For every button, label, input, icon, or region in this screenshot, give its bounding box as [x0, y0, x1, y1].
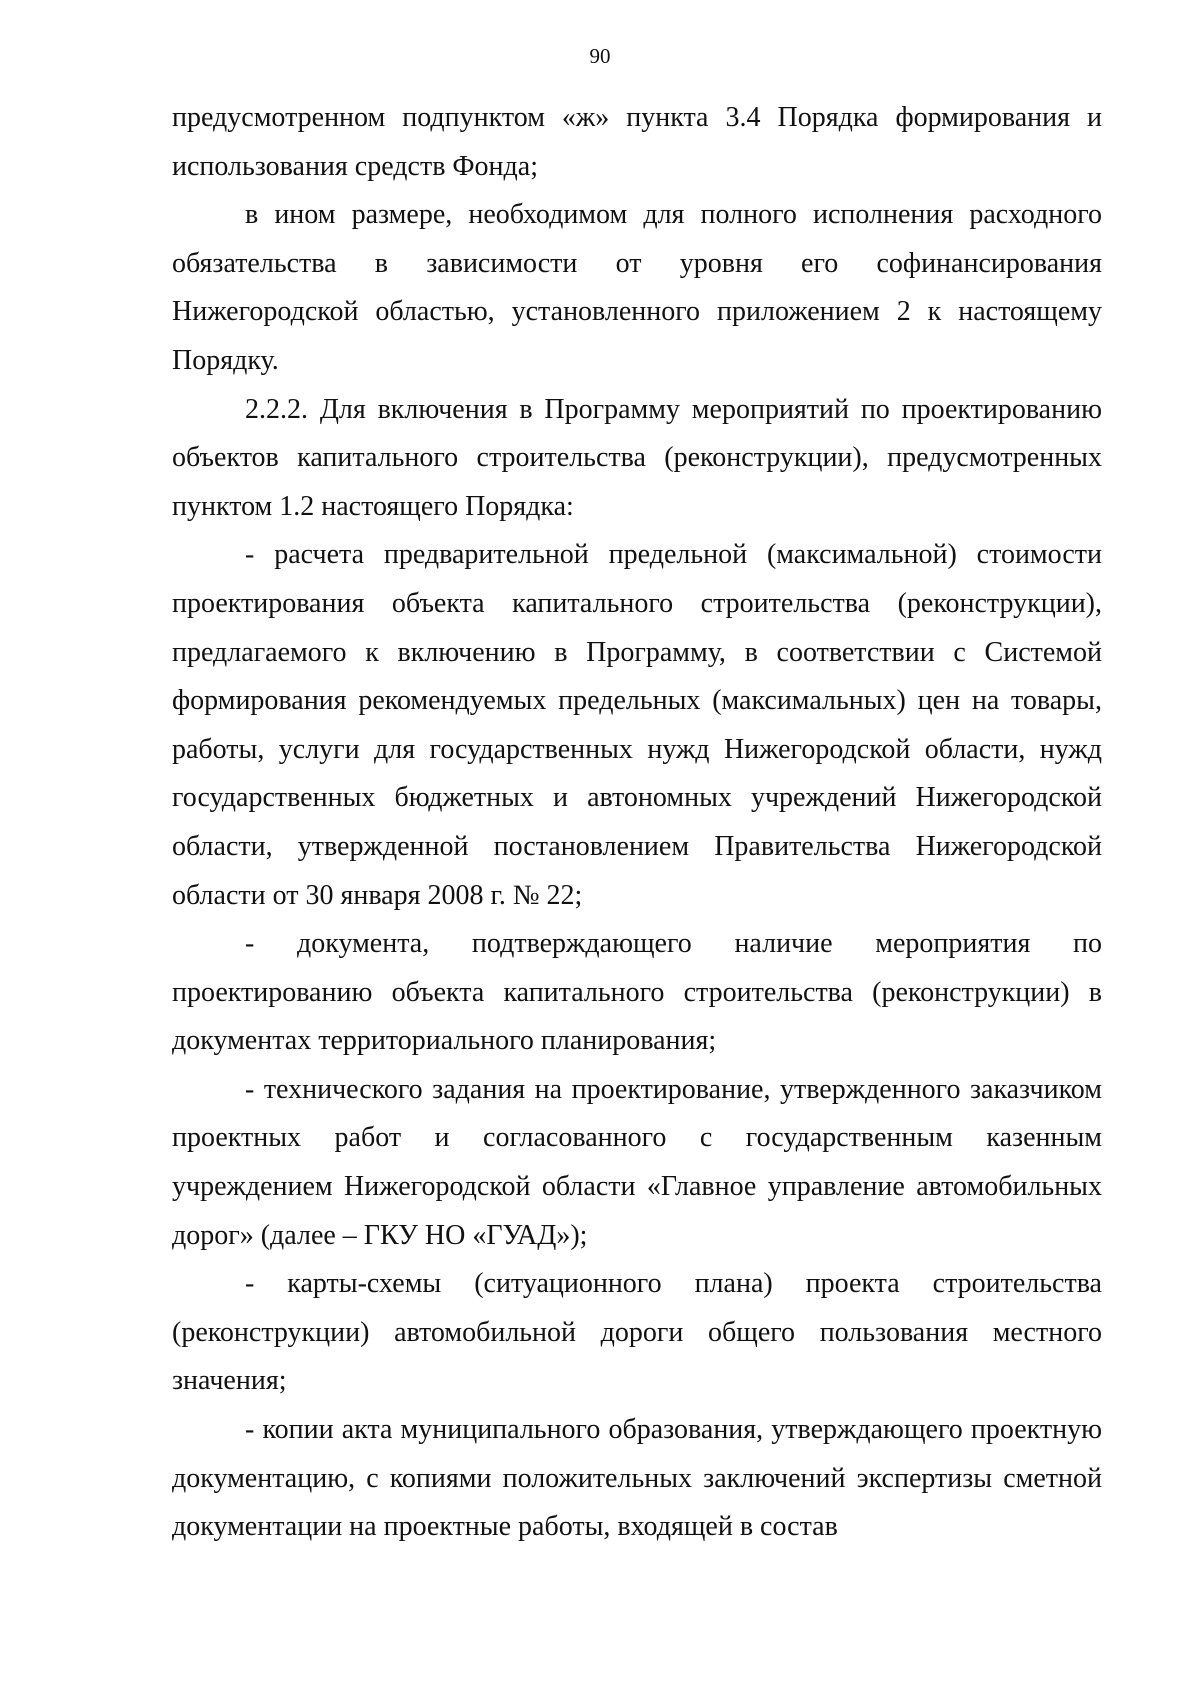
list-item-planning-document: - документа, подтверждающего наличие мероприятия по проектированию объекта капитального строительства (реконструкции) в документах территориального планирования; [172, 928, 1102, 1057]
list-item-site-plan: - карты-схемы (ситуационного плана) проекта строительства (реконструкции) автомобильной дороги общего пользования местного значения; [172, 1268, 1102, 1397]
paragraph-other-amount: в ином размере, необходимом для полного исполнения расходного обязательства в зависимости от уровня его софинансирования Нижегородской областью, установленного приложением 2 к настоящему Порядку. [172, 199, 1102, 376]
paragraph-section-2-2-2: 2.2.2. Для включения в Программу мероприятий по проектированию объектов капитального строительства (реконструкции), предусмотренных пунктом 1.2 настоящего Порядка: [172, 393, 1102, 522]
list-item-cost-calculation: - расчета предварительной предельной (максимальной) стоимости проектирования объекта капитального строительства (реконструкции), предлагаемого к включению в Программу, в соответствии с Системой формирования рекомендуемых предельных (максимальных) цен на товары, работы, услуги для государственных нужд Нижегородской области, нужд государственных бюджетных и автономных учреждений Нижегородской области, утвержденной постановлением Правительства Нижегородской области от 30 января 2008 г. № 22; [172, 539, 1102, 911]
document-body [172, 94, 1102, 1552]
list-item-municipal-act-copy: - копии акта муниципального образования, утверждающего проектную документацию, с копиями положительных заключений экспертизы сметной документации на проектные работы, входящей в состав [172, 1414, 1102, 1543]
page-number: 90 [589, 44, 611, 68]
list-item-technical-assignment: - технического задания на проектирование, утвержденного заказчиком проектных работ и согласованного с государственным казенным учреждением Нижегородской области «Главное управление автомобильных дорог» (далее – ГКУ НО «ГУАД»); [172, 1073, 1102, 1251]
paragraph-continuation: предусмотренном подпунктом «ж» пункта 3.4 Порядка формирования и использования средств Фонда; [172, 102, 1102, 182]
